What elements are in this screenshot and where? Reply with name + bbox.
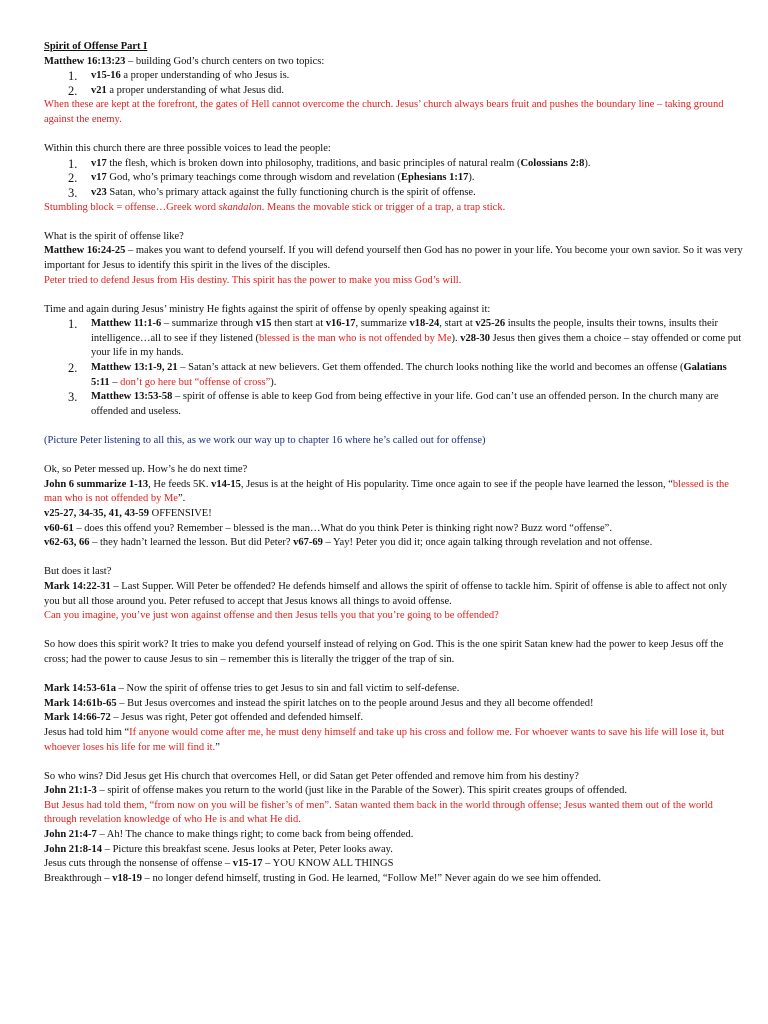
text-run: Mark 14:53-61a (44, 683, 117, 695)
text-run: So who wins? Did Jesus get His church that overcomes Hell, or did Satan get Peter offended and remove him from his destiny? (44, 770, 579, 782)
text-run: ). (584, 157, 591, 169)
text-run: v15 (255, 318, 272, 330)
text-run: v25-26 (475, 318, 506, 330)
paragraph (44, 244, 744, 273)
text-run: – makes you want to defend yourself. If you will defend yourself then God has no power in your life. You become your own savior. So it was very important for Jesus to identify this spirit in the lives of the disciples. (44, 245, 743, 271)
text-run: Colossians 2:8 (520, 157, 585, 169)
text-run: What is the spirit of offense like? (44, 230, 184, 242)
list-item (44, 84, 744, 99)
numbered-list (44, 317, 744, 419)
text-run: Matthew 11:1-6 (91, 318, 162, 330)
list-item (44, 317, 744, 361)
text-run: So how does this spirit work? It tries to make you defend yourself instead of relying on God. This is the one spirit Satan knew had the power to keep Jesus off the cross; had the power to cause Jesus to sin – remember this is literally the trigger of the trap of sin. (44, 639, 724, 665)
text-run: v16-17 (325, 318, 356, 330)
text-run: Matthew 16:24-25 (44, 245, 126, 257)
text-run: blessed is the man who is not offended by Me (44, 478, 729, 505)
text-run: v23 (91, 186, 107, 198)
text-run: Time and again during Jesus’ ministry He fights against the spirit of offense by openly speaking against it: (44, 303, 491, 315)
text-run: Can you imagine, you’ve just won against offense and then Jesus tells you that you’re going to be offended? (44, 610, 499, 622)
list-item (44, 171, 744, 186)
text-run: v67-69 (293, 537, 323, 549)
paragraph (44, 638, 744, 667)
text-run: (Picture Peter listening to all this, as we work our way up to chapter 16 where he’s called out for offense) (44, 435, 486, 447)
paragraph (44, 565, 744, 580)
paragraph (44, 536, 744, 551)
paragraph (44, 711, 744, 726)
list-number: 2. (68, 171, 78, 186)
paragraph (44, 303, 744, 318)
text-run: Jesus then gives them a choice – stay offended or come put your life in my hands. (91, 332, 742, 359)
text-run: God, who’s primary teachings come through wisdom and revelation ( (106, 172, 401, 184)
text-run: v14-15 (211, 478, 241, 490)
text-run: the flesh, which is broken down into philosophy, traditions, and basic principles of natural realm ( (106, 157, 521, 169)
text-run: ). (270, 376, 277, 388)
text-run: a proper understanding of who Jesus is. (120, 70, 290, 82)
text-run: – Jesus was right, Peter got offended and defended himself. (110, 712, 364, 724)
paragraph (44, 274, 744, 289)
paragraph (44, 507, 744, 522)
text-run: – does this offend you? Remember – blessed is the man…What do you think Peter is thinking right now? Buzz word “offense”. (73, 522, 612, 534)
blank-line (44, 551, 744, 566)
list-item (44, 361, 744, 390)
text-run: – Picture this breakfast scene. Jesus looks at Peter, Peter looks away. (102, 843, 393, 855)
text-run: ). (451, 332, 461, 344)
text-run: v60-61 (44, 522, 74, 534)
paragraph (44, 230, 744, 245)
blank-line (44, 668, 744, 683)
paragraph (44, 828, 744, 843)
text-run: ”. (177, 493, 186, 505)
paragraph (44, 522, 744, 537)
text-run: v21 (91, 84, 107, 96)
text-run: Breakthrough – (44, 872, 113, 884)
blank-line (44, 419, 744, 434)
text-run: – spirit of offense makes you return to the world (just like in the Parable of the Sower). This spirit creates groups of offended. (96, 785, 627, 797)
text-run: v18-19 (112, 872, 142, 884)
text-run: – Ah! The chance to make things right; to come back from being offended. (96, 829, 414, 841)
text-run: – Satan’s attack at new believers. Get them offended. The church looks nothing like the world and becomes an offense ( (177, 362, 684, 374)
text-run: Matthew 16:13:23 (44, 55, 126, 67)
paragraph (44, 40, 744, 55)
text-run: Jesus had told him “ (44, 726, 130, 738)
text-run: – But Jesus overcomes and instead the spirit latches on to the people around Jesus and they all become offended! (116, 697, 594, 709)
text-run: don’t go here but “offense of cross” (120, 376, 271, 388)
list-item (44, 186, 744, 201)
paragraph (44, 697, 744, 712)
paragraph (44, 843, 744, 858)
numbered-list (44, 69, 744, 98)
blank-line (44, 215, 744, 230)
text-run: v15-17 (232, 858, 263, 870)
text-run: If anyone would come after me, he must deny himself and take up his cross and follow me. For whoever wants to save his life will lose it, but whoever loses his life for me will find it. (44, 726, 725, 753)
text-run: – Last Supper. Will Peter be offended? He defends himself and allows the spirit of offense to tackle him. Spirit of offense is able to affect not only you but all those around you. Peter refused to accept that Jesus knows all things to avoid offense. (44, 580, 727, 607)
text-run: skandalon (218, 201, 262, 213)
paragraph (44, 682, 744, 697)
text-run: Galatians 5:11 (91, 362, 727, 388)
text-run: v25-27, 34-35, 41, 43-59 (44, 508, 149, 519)
text-run: v62-63, 66 (44, 537, 90, 549)
text-run: Ephesians 1:17 (400, 172, 469, 184)
list-item (44, 69, 744, 84)
paragraph (44, 799, 744, 828)
text-run: – building God’s church centers on two topics: (125, 55, 325, 67)
text-run: blessed is the man who is not offended by Me (258, 332, 452, 344)
list-number: 2. (68, 361, 78, 376)
text-run: When these are kept at the forefront, the gates of Hell cannot overcome the church. Jesus’ church always bears fruit and pushes the boundary line – taking ground against the enemy. (44, 99, 724, 125)
text-run: . Means the movable stick or trigger of a trap, a trap stick. (261, 201, 506, 213)
text-run: OFFENSIVE! (149, 508, 212, 519)
text-run: – Yay! Peter you did it; once again talking through revelation and not offense. (322, 537, 653, 549)
list-number: 1. (68, 317, 78, 332)
blank-line (44, 449, 744, 464)
paragraph (44, 55, 744, 70)
text-run: Matthew 13:53-58 (91, 391, 173, 403)
text-run: v17 (91, 157, 107, 169)
text-run: v15-16 (91, 70, 121, 82)
text-run: – no longer defend himself, trusting in God. He learned, “Follow Me!” Never again do we see him offended. (142, 872, 602, 884)
text-run: – spirit of offense is able to keep God from being effective in your life. God can’t use an offended person. In the church many are offended and useless. (91, 391, 719, 417)
text-run: But does it last? (44, 566, 112, 578)
paragraph (44, 872, 744, 887)
text-run: – they hadn’t learned the lesson. But did Peter? (89, 537, 294, 549)
text-run: ” (215, 741, 220, 753)
paragraph (44, 201, 744, 216)
paragraph (44, 770, 744, 785)
blank-line (44, 128, 744, 143)
text-run: Stumbling block = offense…Greek word (44, 201, 219, 213)
paragraph (44, 478, 744, 507)
numbered-list (44, 157, 744, 201)
text-run: then start at (271, 318, 326, 330)
text-run: – (109, 376, 121, 388)
text-run: Within this church there are three possible voices to lead the people: (44, 143, 331, 155)
paragraph (44, 98, 744, 127)
text-run: , Jesus is at the height of His popularity. Time once again to see if the people have learned the lesson, “ (240, 478, 673, 490)
paragraph (44, 434, 744, 449)
text-run: Mark 14:66-72 (44, 712, 111, 724)
text-run: , He feeds 5K. (148, 478, 212, 490)
text-run: Peter tried to defend Jesus from His destiny. This spirit has the power to make you miss God’s will. (44, 274, 462, 286)
paragraph (44, 609, 744, 624)
paragraph (44, 463, 744, 478)
list-item (44, 157, 744, 172)
text-run: John 21:4-7 (44, 829, 97, 841)
list-number: 3. (68, 185, 78, 200)
blank-line (44, 624, 744, 639)
text-run: Jesus cuts through the nonsense of offense – (44, 858, 233, 870)
paragraph (44, 726, 744, 755)
text-run: – summarize through (161, 318, 256, 330)
paragraph (44, 580, 744, 609)
list-number: 3. (68, 390, 78, 405)
text-run: Mark 14:61b-65 (44, 697, 117, 709)
list-number: 2. (68, 83, 78, 98)
text-run: , summarize (355, 318, 410, 330)
paragraph (44, 857, 744, 872)
text-run: Satan, who’s primary attack against the fully functioning church is the spirit of offense. (106, 186, 476, 198)
list-number: 1. (68, 69, 78, 84)
paragraph (44, 142, 744, 157)
text-run: , start at (439, 318, 476, 330)
text-run: Spirit of Offense Part I (44, 41, 148, 52)
text-run: insults the people, insults their towns, insults their intelligence…all to see if they listened ( (91, 318, 719, 344)
blank-line (44, 288, 744, 303)
text-run: – YOU KNOW ALL THINGS (262, 858, 394, 870)
text-run: John 6 summarize 1-13 (44, 478, 149, 490)
paragraph (44, 784, 744, 799)
text-run: – Now the spirit of offense tries to get Jesus to sin and fall victim to self-defense. (116, 683, 460, 695)
text-run: John 21:1-3 (44, 785, 97, 797)
blank-line (44, 755, 744, 770)
text-run: But Jesus had told them, “from now on you will be fisher’s of men”. Satan wanted them back in the world through offense; Jesus wanted them out of the world through revelation knowledge of who He is and what He did. (44, 799, 713, 826)
text-run: Ok, so Peter messed up. How’s he do next time? (44, 464, 248, 476)
list-item (44, 390, 744, 419)
text-run: ). (468, 172, 475, 184)
text-run: John 21:8-14 (44, 843, 103, 855)
text-run: v18-24 (409, 318, 440, 330)
list-number: 1. (68, 156, 78, 171)
text-run: Matthew 13:1-9, 21 (91, 362, 178, 374)
text-run: v28-30 (460, 332, 491, 344)
text-run: a proper understanding of what Jesus did. (106, 84, 285, 96)
text-run: Mark 14:22-31 (44, 580, 111, 592)
text-run: v17 (91, 172, 107, 184)
